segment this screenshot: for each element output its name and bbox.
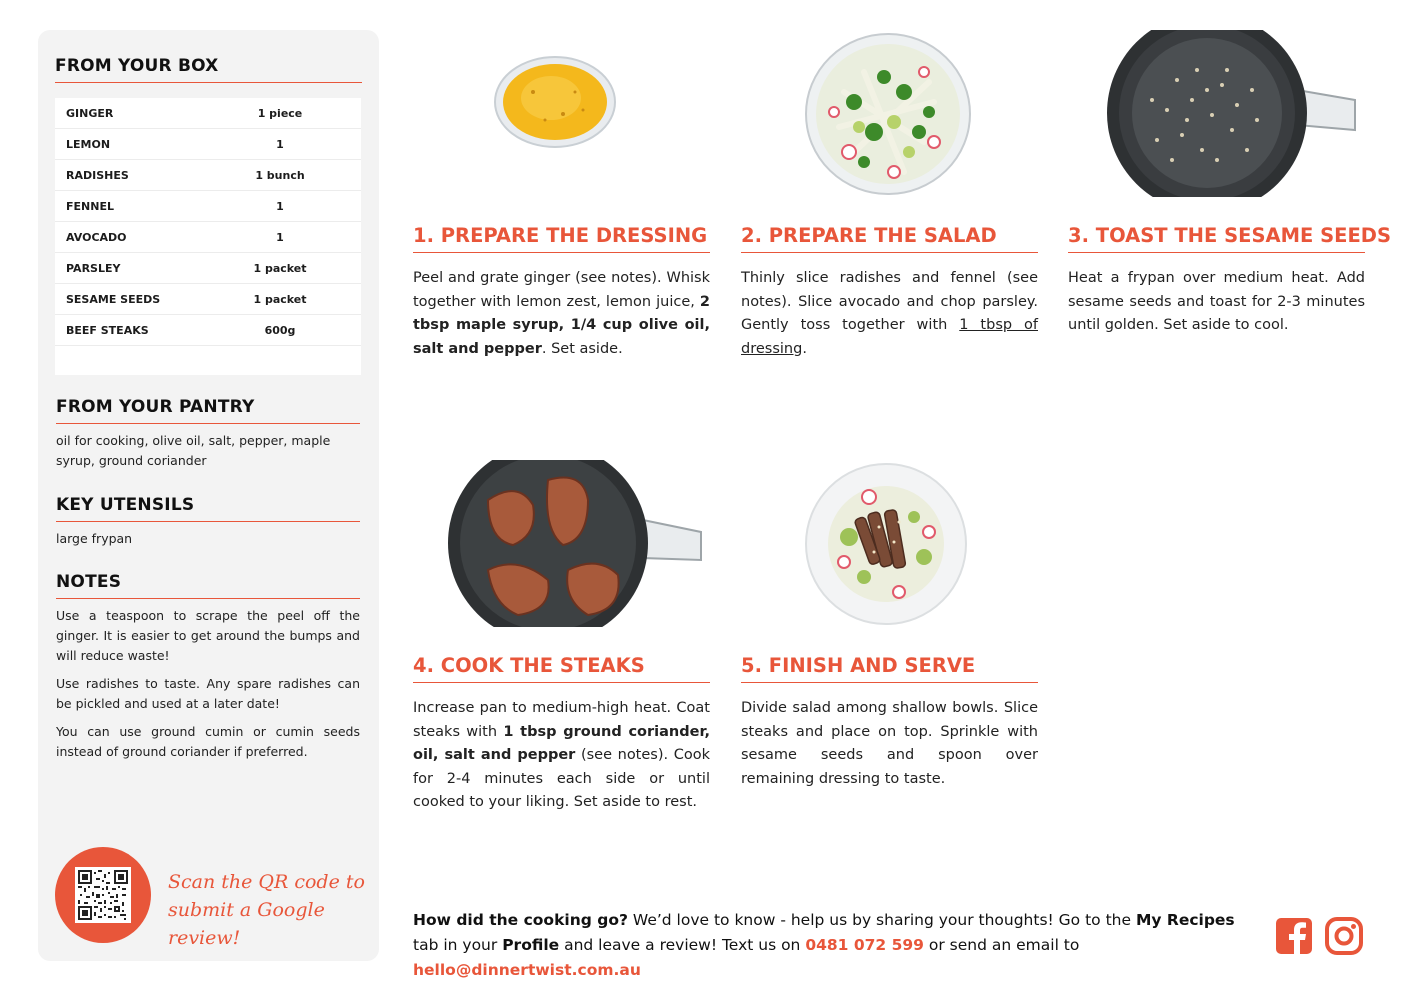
table-row [55,191,361,222]
finished-plate-image [804,462,968,626]
phone-link[interactable]: 0481 072 599 [805,936,924,954]
notes-title: NOTES [56,572,360,599]
note-paragraph: Use a teaspoon to scrape the peel off the ginger. It is easier to get around the bumps and will reduce waste! [56,608,360,663]
step-text-underline: 1 tbsp of dressing [741,317,1038,357]
step-text-1 [413,267,710,361]
qr-caption-line: submit a Google review! [168,899,325,949]
step-title-3: 3. TOAST THE SESAME SEEDS [1068,224,1365,253]
key-utensils-title: KEY UTENSILS [56,495,360,522]
footer-bold: How did the cooking go? [413,911,628,929]
ingredient-qty: 1 [276,199,284,213]
ingredient-qty: 600g [264,323,296,337]
facebook-icon[interactable] [1275,917,1313,955]
ingredient-name: LEMON [66,137,111,151]
step-title-1: 1. PREPARE THE DRESSING [413,224,710,253]
ingredient-qty: 1 piece [257,106,303,120]
step-text-5 [741,697,1038,791]
qr-caption [168,868,368,952]
table-row [55,253,361,284]
table-row [55,160,361,191]
ingredient-name: GINGER [66,106,114,120]
ingredients-sidebar [38,30,379,961]
steaks-pan-image [448,460,703,627]
step-text-span: . Set aside. [541,340,623,357]
qr-caption-line: Scan the QR code to [168,871,365,893]
step-text-span: Divide salad among shallow bowls. Slice steaks and place on top. Sprinkle with sesame seeds and spoon over remaining dressing to taste. [741,700,1038,787]
step-title-4: 4. COOK THE STEAKS [413,654,710,683]
step-text-span: Thinly slice radishes and fennel (see notes). Slice avocado and chop parsley. Gently toss together with [741,270,1038,333]
ingredients-table [55,98,361,375]
table-row [55,284,361,315]
table-row [55,222,361,253]
step-text-2 [741,267,1038,361]
notes-body [56,606,360,770]
table-row [55,129,361,160]
step-text-span: . [802,340,807,357]
note-paragraph: You can use ground cumin or cumin seeds instead of ground coriander if preferred. [56,724,360,759]
ingredient-name: PARSLEY [66,261,121,275]
ingredient-qty: 1 bunch [255,168,305,182]
utensils-text: large frypan [56,531,133,546]
step-text-span: Heat a frypan over medium heat. Add sesame seeds and toast for 2-3 minutes until golden. Set aside to cool. [1068,270,1365,333]
table-row [55,315,361,346]
pantry-text: oil for cooking, olive oil, salt, pepper, maple syrup, ground coriander [56,433,331,468]
ingredient-name: FENNEL [66,199,114,213]
step-text-bold: 1 tbsp ground coriander, oil, salt and pepper [413,723,710,763]
footer-text: and leave a review! Text us on [559,936,806,954]
qr-code-badge[interactable] [55,847,151,943]
ingredient-qty: 1 packet [253,261,307,275]
ingredient-qty: 1 [276,230,284,244]
note-paragraph: Use radishes to taste. Any spare radishes can be pickled and used at a later date! [56,676,360,711]
footer-text: tab in your [413,936,503,954]
step-text-span: Peel and grate ginger (see notes). Whisk together with lemon zest, lemon juice, [413,270,710,310]
dressing-bowl-image [493,52,618,149]
ingredient-name: BEEF STEAKS [66,323,149,337]
footer-bold: My Recipes [1135,911,1235,929]
footer-bold: Profile [502,936,560,954]
step-title-5: 5. FINISH AND SERVE [741,654,1038,683]
footer-text: or send an email to [923,936,1080,954]
ingredient-name: AVOCADO [66,230,127,244]
from-your-box-title: FROM YOUR BOX [55,56,362,83]
salad-bowl-image [804,32,972,196]
ingredient-qty: 1 packet [253,292,307,306]
step-text-span: Increase pan to medium-high heat. Coat steaks with [413,700,710,740]
step-text-bold: 2 tbsp maple syrup, 1/4 cup olive oil, salt and pepper [413,293,710,357]
email-link[interactable]: hello@dinnertwist.com.au [413,961,641,979]
ingredient-qty: 1 [276,137,284,151]
step-text-span: (see notes). Cook for 2-4 minutes each side or until cooked to your liking. Set aside to rest. [413,747,710,810]
qr-code-icon [78,870,128,920]
step-text-4 [413,697,710,815]
sesame-pan-image [1107,30,1357,197]
from-your-pantry-title: FROM YOUR PANTRY [56,397,360,424]
ingredient-name: RADISHES [66,168,129,182]
step-title-2: 2. PREPARE THE SALAD [741,224,1038,253]
review-footer [413,908,1263,983]
footer-text: We’d love to know - help us by sharing your thoughts! Go to the [627,911,1136,929]
qr-code[interactable] [75,867,131,923]
ingredient-name: SESAME SEEDS [66,292,161,306]
step-text-3 [1068,267,1365,338]
instagram-icon[interactable] [1325,917,1363,955]
table-row [55,98,361,129]
